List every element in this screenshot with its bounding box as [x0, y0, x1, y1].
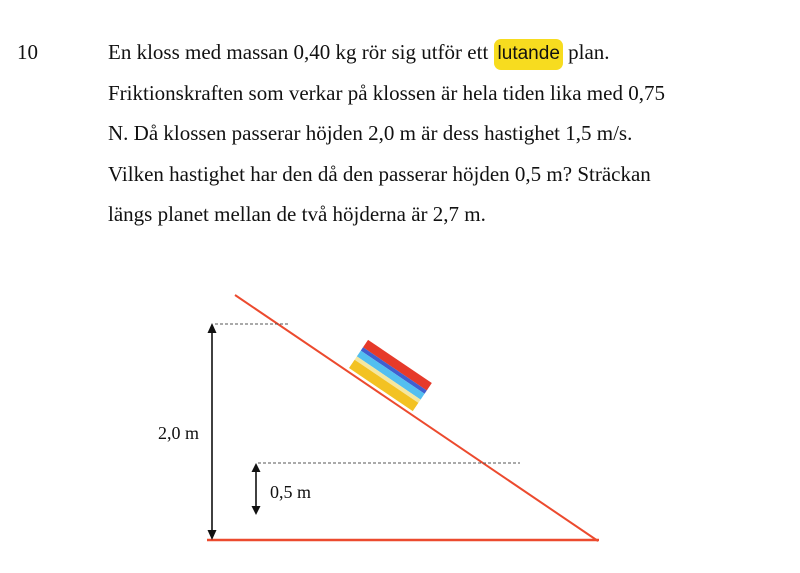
- height-label-low: 0,5 m: [270, 482, 312, 502]
- height-label-high: 2,0 m: [158, 423, 200, 443]
- highlighted-word: lutande: [494, 39, 563, 70]
- height-arrow-low: [252, 463, 261, 515]
- height-arrow-high: [208, 323, 217, 540]
- line1-text-before: En kloss med massan 0,40 kg rör sig utför ett: [108, 40, 494, 64]
- problem-line-5: längs planet mellan de två höjderna är 2,7 m.: [108, 202, 486, 226]
- problem-number: 10: [17, 40, 38, 64]
- incline-plane: [235, 295, 598, 541]
- problem-line-3: N. Då klossen passerar höjden 2,0 m är dess hastighet 1,5 m/s.: [108, 121, 633, 145]
- line1-text-after: plan.: [562, 40, 610, 64]
- problem-line-4: Vilken hastighet har den då den passerar höjden 0,5 m? Sträckan: [108, 161, 651, 186]
- problem-line-2: Friktionskraften som verkar på klossen är hela tiden lika med 0,75: [108, 80, 665, 105]
